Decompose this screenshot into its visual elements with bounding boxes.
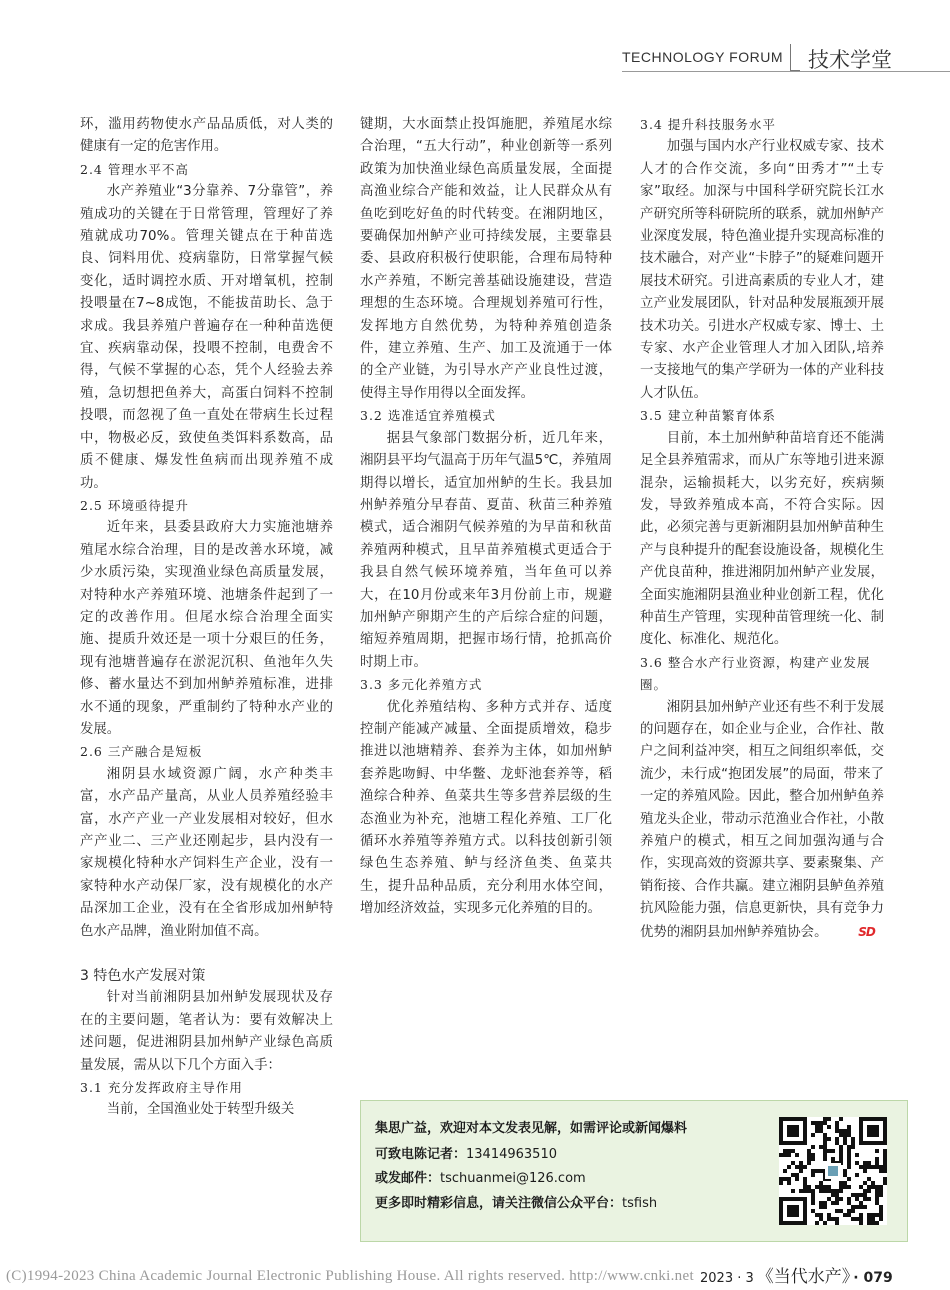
page-number: · 079: [853, 1270, 893, 1286]
paragraph: [640, 697, 884, 944]
paragraph: 当前，全国渔业处于转型升级关: [106, 1102, 295, 1118]
section-heading-2-5: 2.5 环境亟待提升: [80, 497, 189, 513]
section-heading-3: 3 特色水产发展对策: [80, 968, 206, 985]
paragraph: 优化养殖结构、多种方式并存、适度控制产能减产减量、全面提质增效，稳步推进以池塘精养、套养为主体，如加州鲈套养匙吻鲟、中华鳖、龙虾池套养等，稻渔综合种养、鱼菜共生等多营养层级的生态渔业为补充，池塘工程化养殖、工厂化循环水养殖等养殖方式。以科技创新引领绿色生态养殖、鲈与经济鱼类、鱼菜共生，提升品种品质，充分利用水体空间，增加经济效益，实现多元化养殖的目的。: [360, 699, 612, 917]
issue-number: 2023 · 3: [700, 1271, 754, 1286]
wechat-account[interactable]: tsfish: [622, 1196, 658, 1211]
section-heading-3-6: 3.6 整合水产行业资源，构建产业发展圈。: [640, 654, 871, 693]
article-column-3: [640, 114, 884, 944]
phone-label: 可致电陈记者：: [375, 1147, 467, 1162]
header-rule: [622, 71, 950, 72]
section-heading-3-2: 3.2 选准适宜养殖模式: [360, 408, 496, 424]
wechat-label: 更多即时精彩信息，请关注微信公众平台：: [375, 1196, 623, 1211]
article-column-2: [360, 114, 612, 921]
qr-code-graphic: [779, 1117, 887, 1225]
article-column-1: [80, 114, 333, 1122]
contact-notice-box: [360, 1100, 908, 1242]
paragraph: 近年来，县委县政府大力实施池塘养殖尾水综合治理，目的是改善水环境，减少水质污染，实现渔业绿色高质量发展，对特种水产养殖环境、池塘条件起到了一定的改善作用。但尾水综合治理全面实施、提质升效还是一项十分艰巨的任务，现有池塘普遍存在淤泥沉积、鱼池年久失修、蓄水量达不到加州鲈养殖标准，进排水不通的现象，严重制约了特种水产业的发展。: [80, 520, 333, 737]
paragraph: 湘阴县水域资源广阔，水产种类丰富，水产品产量高，从业人员养殖经验丰富，水产产业一产业发展相对较好，但水产产业二、三产业还刚起步，县内没有一家规模化特种水产饲料生产企业，没有一家特种水产动保厂家，没有规模化的水产品深加工企业，没有在全省形成加州鲈特色水产品牌，渔业附加值不高。: [80, 766, 333, 939]
header-section-title: 技术学堂: [808, 48, 892, 72]
notice-email-line: [375, 1167, 586, 1186]
qr-code-image[interactable]: [779, 1117, 887, 1225]
header-bracket-divider: [790, 44, 800, 71]
email-address[interactable]: tschuanmei@126.com: [440, 1171, 586, 1186]
section-heading-3-1: 3.1 充分发挥政府主导作用: [80, 1080, 243, 1096]
paragraph: 针对当前湘阴县加州鲈发展现状及存在的主要问题，笔者认为：要有效解决上述问题，促进湘阴县加州鲈产业绿色高质量发展，需从以下几个方面入手：: [80, 990, 333, 1073]
section-heading-3-5: 3.5 建立种苗繁育体系: [640, 408, 776, 424]
notice-wechat-line: [375, 1192, 657, 1211]
email-label: 或发邮件：: [375, 1171, 441, 1186]
section-heading-3-4: 3.4 提升科技服务水平: [640, 117, 776, 132]
notice-phone-line: [375, 1143, 557, 1162]
section-heading-2-4: 2.4 管理水平不高: [80, 161, 189, 177]
paragraph: 加强与国内水产行业权威专家、技术人才的合作交流，多向“田秀才”“土专家”取经。加深与中国科学研究院长江水产研究所等科研院所的联系，就加州鲈产业深度发展，特色渔业提升实现高标准的技术融合，对产业“卡脖子”的疑难问题开展技术研究。引进高素质的专业人才，建立产业发展团队，针对品种发展瓶颈开展技术功关。引进水产权威专家、博士、土专家、水产企业管理人才加入团队,培养一支接地气的集产学研为一体的产业科技人才队伍。: [640, 139, 884, 401]
paragraph: 目前，本土加州鲈种苗培育还不能满足全县养殖需求，而从广东等地引进来源混杂，运输损耗大，以劣充好，疾病频发，导致养殖成本高，不符合实际。因此，必须完善与更新湘阴县加州鲈苗种生产与良种提升的配套设施设备，规模化生产优良苗种，推进湘阴加州鲈产业发展，全面实施湘阴县渔业种业创新工程，优化种苗生产管理，实现种苗管理统一化、制度化、标准化、规范化。: [640, 430, 884, 648]
paragraph: 环，滥用药物使水产品品质低，对人类的健康有一定的危害作用。: [80, 117, 333, 155]
paragraph: 水产养殖业“3分靠养、7分靠管”，养殖成功的关键在于日常管理，管理好了养殖就成功70%。管理关键点在于种苗选良、饲料用优、疫病靠防，日常掌握气候变化，适时调控水质、开对增氧机，控制投喂量在7~8成饱，不能拔苗助长、急于求成。我县养殖户普遍存在一种种苗选便宜、疾病靠动保，投喂不控制，电费舍不得，气候不掌握的心态，凭个人经验去养殖，急切想把鱼养大，高蛋白饲料不控制投喂，而忽视了鱼一直处在带病生长过程中，物极必反，致使鱼类饵料系数高，品质不健康、爆发性鱼病而出现养殖不成功。: [80, 184, 333, 491]
paragraph: 据县气象部门数据分析，近几年来，湘阴县平均气温高于历年气温5℃，养殖周期得以增长，适宜加州鲈的生长。我县加州鲈养殖分早春苗、夏苗、秋苗三种养殖模式，适合湘阴气候养殖的为早苗和秋苗养殖两种模式，且早苗养殖模式更适合于我县自然气候环境养殖，当年鱼可以养大，在10月份或来年3月份前上市，规避加州鲈产卵期产生的产后综合症的问题，缩短养殖周期，把握市场行情，抢抓高价时期上市。: [360, 430, 612, 670]
paragraph-text: 湘阴县加州鲈产业还有些不利于发展的问题存在，如企业与企业，合作社、散户之间利益冲突，相互之间组织率低，交流少，未行成“抱团发展”的局面，带来了一定的养殖风险。因此，整合加州鲈鱼养殖龙头企业，带动示范渔业合作社，小散养殖户的模式，相互之间加强沟通与合作，实现高效的资源共享、要素聚集、产销衔接、合作共赢。建立湘阴县鲈鱼养殖抗风险能力强，信息更新快，具有竞争力优势的湘阴县加州鲈养殖协会。: [640, 699, 884, 940]
page-footer: [700, 1262, 893, 1287]
paragraph: 键期，大水面禁止投饵施肥，养殖尾水综合治理，“五大行动”，种业创新等一系列政策为加快渔业绿色高质量发展，全面提高渔业综合产能和效益，让人民群众从有鱼吃到吃好鱼的时代转变。在湘阴地区，要确保加州鲈产业可持续发展，主要靠县委、县政府积极行使职能，合理布局特种水产养殖，不断完善基础设施建设，营造理想的生态环境。合理规划养殖可行性，发挥地方自然优势，为特种养殖创造条件，建立养殖、生产、加工及流通于一体的全产业链，为引导水产产业良性过渡，使得主导作用得以全面发挥。: [360, 117, 612, 401]
header-forum-label: TECHNOLOGY FORUM: [622, 49, 783, 65]
phone-number[interactable]: 13414963510: [466, 1147, 557, 1162]
copyright-watermark: (C)1994-2023 China Academic Journal Electronic Publishing House. All rights reserved. http://www.cnki.net: [6, 1268, 694, 1284]
section-heading-2-6: 2.6 三产融合是短板: [80, 744, 203, 760]
magazine-name: 《当代水产》: [756, 1267, 851, 1287]
section-heading-3-3: 3.3 多元化养殖方式: [360, 677, 483, 693]
end-mark-logo: SD: [858, 924, 875, 939]
notice-intro: 集思广益，欢迎对本文发表见解，如需评论或新闻爆料: [375, 1121, 688, 1136]
